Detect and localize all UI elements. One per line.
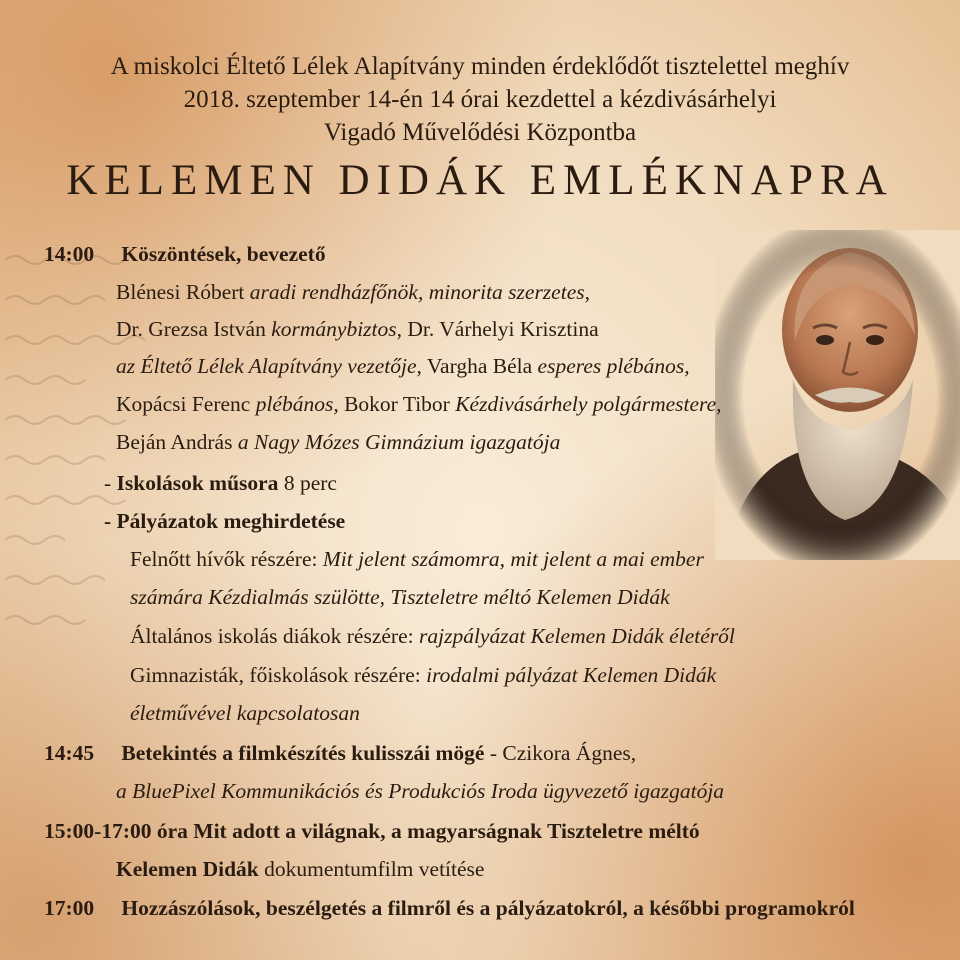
speaker-name: Vargha Béla [426, 354, 533, 378]
speaker-name: Kopácsi Ferenc [116, 392, 251, 416]
competitions-heading [104, 508, 345, 534]
competition-primary [130, 623, 735, 649]
program-item-1500 [44, 818, 700, 844]
program-heading-2: Betekintés a filmkészítés kulisszái mögé [121, 741, 485, 765]
schoolchildren-label: Iskolások műsora [116, 471, 279, 495]
event-title: KELEMEN DIDÁK EMLÉKNAPRA [66, 157, 894, 204]
competition-topic: irodalmi pályázat Kelemen Didák [426, 663, 717, 687]
bullet-dash: - [104, 509, 112, 533]
competition-topic: életművével kapcsolatosan [130, 701, 360, 725]
speaker-role: kormánybiztos, [271, 317, 403, 341]
speaker-role: az Éltető Lélek Alapítvány vezetője, [116, 354, 422, 378]
program-item-1700 [44, 895, 855, 921]
film-screening [116, 856, 484, 882]
film-subject: Kelemen Didák [116, 857, 259, 881]
time-1400: 14:00 [44, 242, 95, 266]
time-1500-1700: 15:00-17:00 óra [44, 819, 188, 843]
competition-audience: Általános iskolás diákok részére: [130, 624, 414, 648]
speaker-role: plébános, [255, 392, 339, 416]
speakers-line-5 [116, 429, 560, 455]
invitation-header [0, 50, 960, 207]
competitions-label: Pályázatok meghirdetése [116, 509, 346, 533]
speaker-role: a Nagy Mózes Gimnázium igazgatója [237, 430, 561, 454]
speaker-name: Dr. Grezsa István [116, 317, 266, 341]
header-line-2: 2018. szeptember 14-én 14 órai kezdettel a kézdivásárhelyi [183, 86, 777, 113]
competition-audience: Gimnazisták, főiskolások részére: [130, 663, 421, 687]
film-description: dokumentumfilm vetítése [264, 857, 485, 881]
competition-adults-cont [130, 584, 670, 610]
competition-topic: rajzpályázat Kelemen Didák életéről [418, 624, 735, 648]
speaker-name: Blénesi Róbert [116, 280, 245, 304]
speaker-role: Kézdivásárhely polgármestere, [455, 392, 722, 416]
presenter: - Czikora Ágnes, [489, 741, 637, 765]
time-1700: 17:00 [44, 896, 95, 920]
program-heading-4: Hozzászólások, beszélgetés a filmről és a pályázatokról, a későbbi programokról [121, 896, 855, 920]
presenter-role [116, 778, 724, 804]
competition-topic: Mit jelent számomra, mit jelent a mai ember [322, 547, 704, 571]
presenter-title: a BluePixel Kommunikációs és Produkciós Iroda ügyvezető igazgatója [116, 779, 725, 803]
program-item-1400 [44, 241, 326, 267]
competition-topic: számára Kézdialmás szülötte, Tiszteletre méltó Kelemen Didák [130, 585, 670, 609]
speakers-line-2 [116, 316, 599, 342]
speaker-name: Beján András [116, 430, 233, 454]
competition-adults [130, 546, 704, 572]
header-line-1: A miskolci Éltető Lélek Alapítvány minden érdeklődőt tisztelettel meghív [110, 53, 850, 80]
header-line-3: Vigadó Művelődési Központba [323, 119, 637, 146]
speaker-name: Bokor Tibor [344, 392, 450, 416]
schoolchildren-program [104, 470, 337, 496]
manuscript-background [0, 240, 300, 680]
friar-portrait [715, 230, 960, 560]
speaker-name: Dr. Várhelyi Krisztina [407, 317, 599, 341]
program-heading-1: Köszöntések, bevezető [121, 242, 326, 266]
speaker-role: esperes plébános, [537, 354, 690, 378]
competition-audience: Felnőtt hívők részére: [130, 547, 318, 571]
competition-secondary [130, 662, 716, 688]
speakers-line-1 [116, 279, 590, 305]
program-heading-3: Mit adott a világnak, a magyarságnak Tiszteletre méltó [193, 819, 700, 843]
speakers-line-4 [116, 391, 722, 417]
bullet-dash: - [104, 471, 112, 495]
speaker-role: aradi rendházfőnök, minorita szerzetes, [249, 280, 590, 304]
competition-secondary-cont [130, 700, 360, 726]
program-item-1445 [44, 740, 636, 766]
time-1445: 14:45 [44, 741, 95, 765]
schoolchildren-duration: 8 perc [283, 471, 337, 495]
speakers-line-3 [116, 353, 690, 379]
